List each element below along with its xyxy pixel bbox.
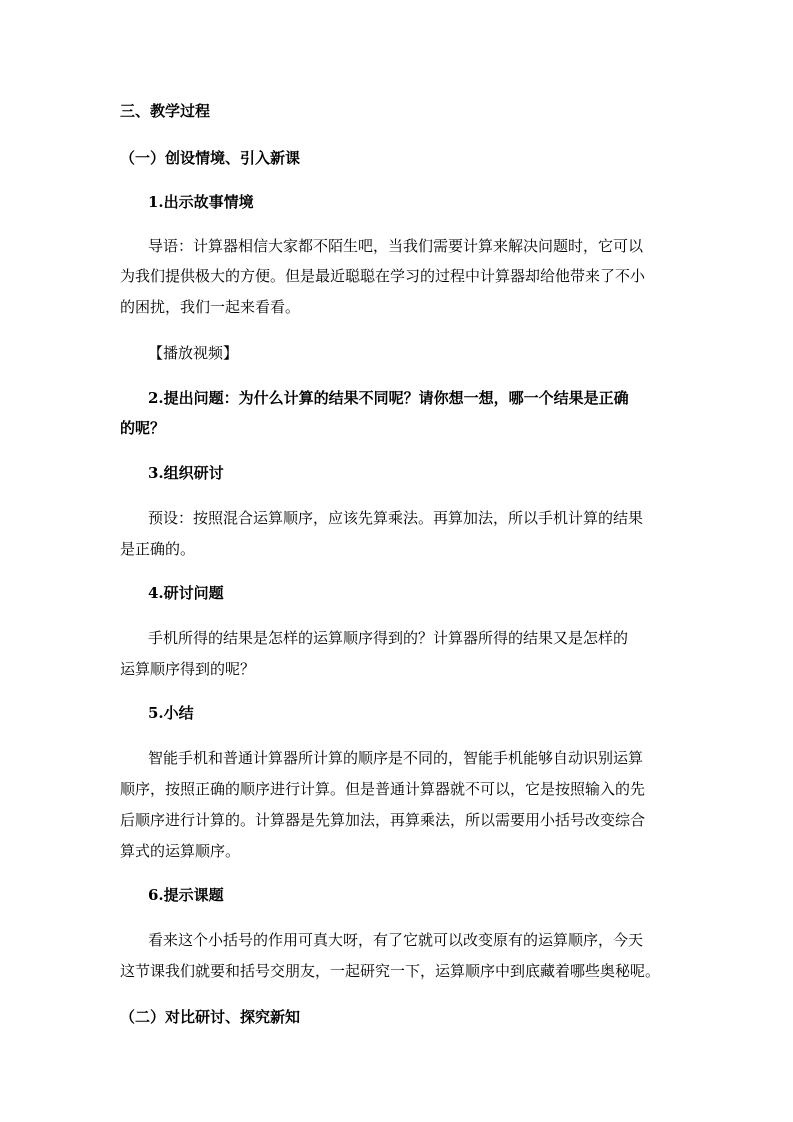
step1-text-line-2: 为我们提供极大的方便。但是最近聪聪在学习的过程中计算器却给他带来了不小 (120, 267, 646, 285)
step5-text-line-1: 智能手机和普通计算器所计算的顺序是不同的，智能手机能够自动识别运算 (148, 749, 644, 767)
step5-text-line-3: 后顺序进行计算的。计算器是先算加法，再算乘法，所以需要用小括号改变综合 (120, 811, 646, 829)
step1-text-line-1: 导语：计算器相信大家都不陌生吧，当我们需要计算来解决问题时，它可以 (148, 237, 644, 255)
step2-title-line-2: 的呢？ (120, 419, 166, 437)
step3-text-line-2: 是正确的。 (120, 540, 196, 558)
step6-text-line-1: 看来这个小括号的作用可真大呀，有了它就可以改变原有的运算顺序，今天 (148, 931, 644, 949)
step6-text-line-2: 这节课我们就要和括号交朋友，一起研究一下，运算顺序中到底藏着哪些奥秘呢。 (120, 962, 661, 980)
part2-title: （二）对比研讨、探究新知 (120, 1008, 301, 1026)
video-label: 【播放视频】 (148, 344, 239, 362)
step5-title: 5.小结 (148, 704, 194, 722)
step1-title: 1.出示故事情境 (148, 193, 254, 211)
step2-title-line-1: 2.提出问题：为什么计算的结果不同呢？请你想一想，哪一个结果是正确 (148, 389, 629, 407)
step6-title: 6.提示课题 (148, 886, 224, 904)
step4-title: 4.研讨问题 (148, 584, 224, 602)
section-title: 三、教学过程 (120, 102, 211, 120)
step5-text-line-2: 顺序，按照正确的顺序进行计算。但是普通计算器就不可以，它是按照输入的先 (120, 780, 646, 798)
step3-text-line-1: 预设：按照混合运算顺序，应该先算乘法。再算加法，所以手机计算的结果 (148, 509, 644, 527)
step3-title: 3.组织研讨 (148, 464, 224, 482)
step5-text-line-4: 算式的运算顺序。 (120, 842, 241, 860)
step4-text-line-1: 手机所得的结果是怎样的运算顺序得到的？计算器所得的结果又是怎样的 (148, 629, 629, 647)
step4-text-line-2: 运算顺序得到的呢？ (120, 660, 256, 678)
step1-text-line-3: 的困扰，我们一起来看看。 (120, 298, 301, 316)
part1-title: （一）创设情境、引入新课 (120, 149, 301, 167)
